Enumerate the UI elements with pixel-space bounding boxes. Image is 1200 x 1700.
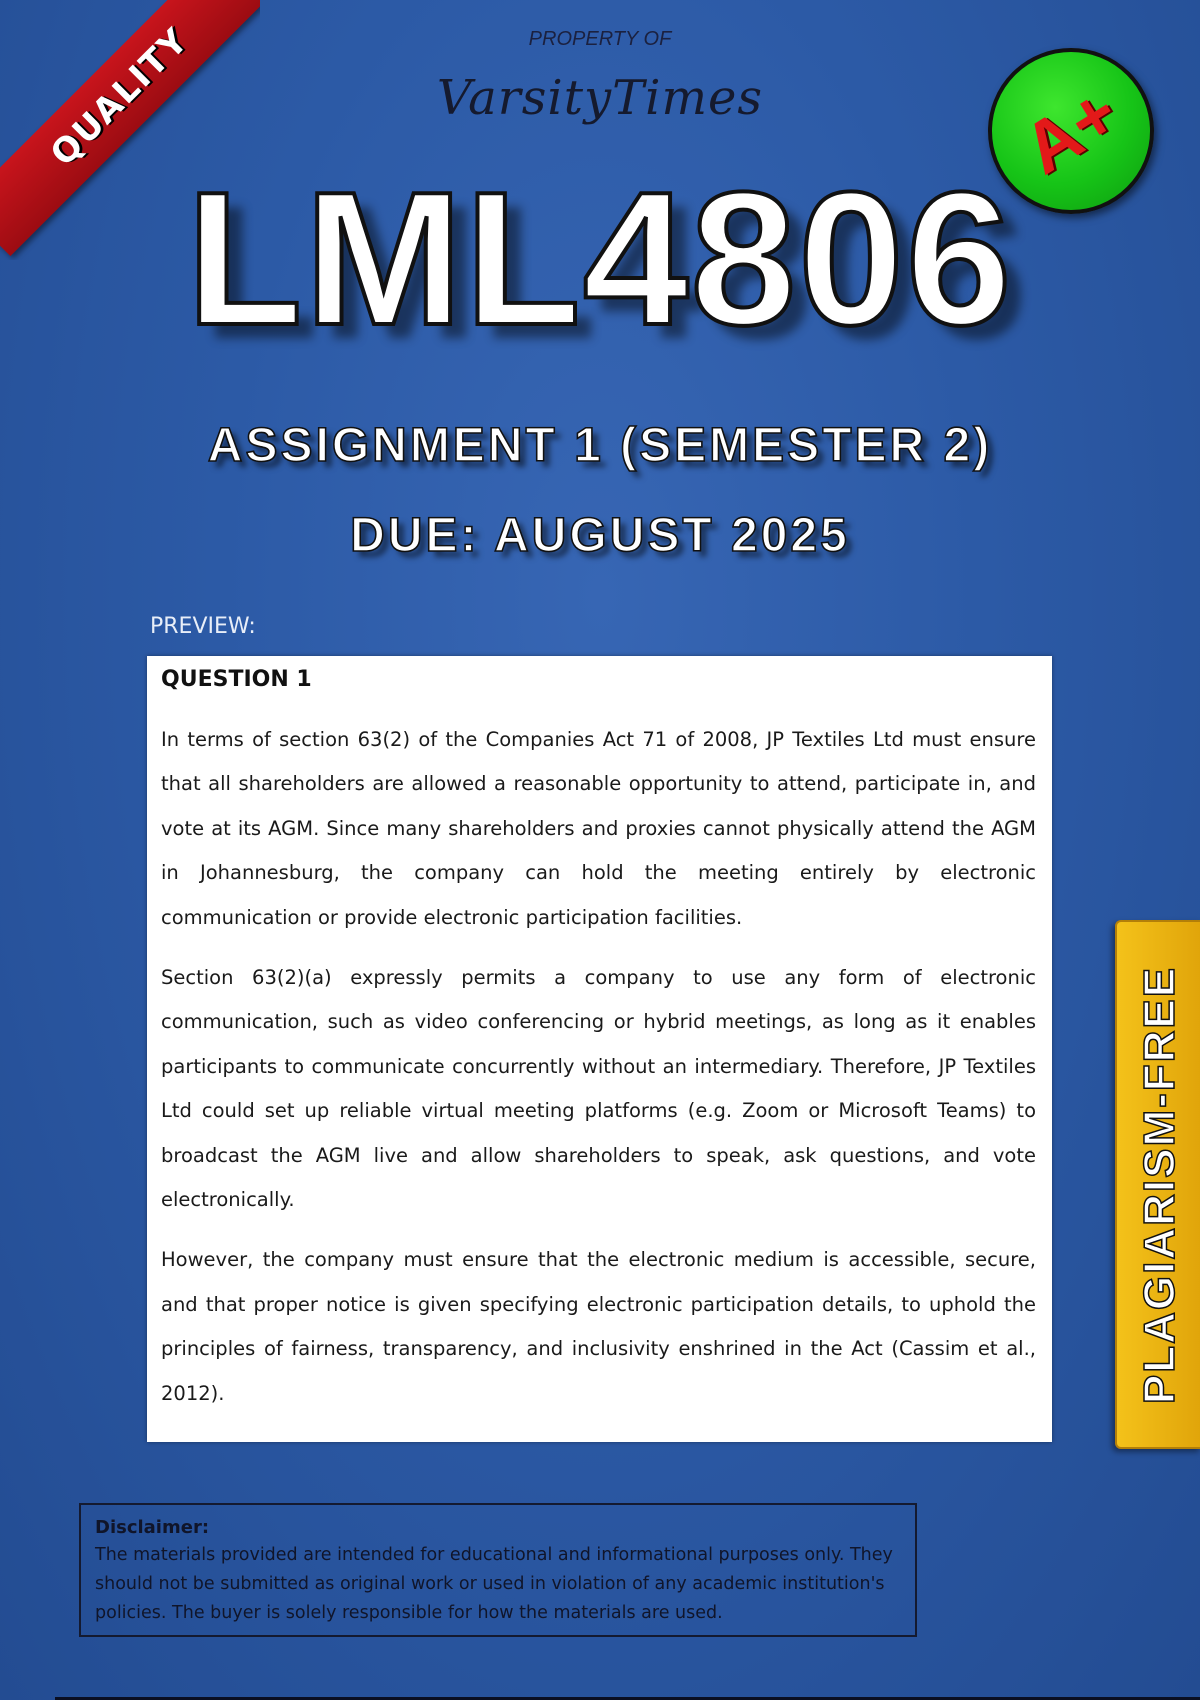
preview-label: PREVIEW:	[150, 614, 256, 639]
grade-badge-label: A+	[1009, 72, 1133, 190]
question-heading: QUESTION 1	[161, 667, 312, 692]
brand-logo: VarsityTimes	[436, 70, 764, 126]
answer-paragraph: Section 63(2)(a) expressly permits a company to use any form of electronic communication, such as video conferencing or hybrid meetings, as long as it enables participants to communicate concurrently without an intermediary. Therefore, JP Textiles Ltd could set up reliable virtual meeting platforms (e.g. Zoom or Microsoft Teams) to broadcast the AGM live and allow shareholders to speak, ask questions, and vote electronically.	[161, 966, 1036, 1212]
property-of-label: PROPERTY OF	[528, 28, 672, 50]
disclaimer-text: The materials provided are intended for educational and informational purposes only. They should not be submitted as original work or used in violation of any academic institution's policies. The buyer is solely responsible for how the materials are used.	[95, 1545, 893, 1623]
due-date: DUE: AUGUST 2025	[350, 509, 850, 562]
answer-paragraph: In terms of section 63(2) of the Companies Act 71 of 2008, JP Textiles Ltd must ensure that all shareholders are allowed a reasonable opportunity to attend, participate in, and vote at its AGM. Since many shareholders and proxies cannot physically attend the AGM in Johannesburg, the company can hold the meeting entirely by electronic communication or provide electronic participation facilities.	[161, 728, 1036, 929]
assignment-title: ASSIGNMENT 1 (SEMESTER 2)	[207, 419, 993, 472]
course-code: LML4806	[186, 153, 1014, 365]
answer-paragraph: However, the company must ensure that the electronic medium is accessible, secure, and that proper notice is given specifying electronic participation details, to uphold the principles of fairness, transparency, and inclusivity enshrined in the Act (Cassim et al., 2012).	[161, 1248, 1036, 1405]
preview-page	[147, 656, 1052, 1442]
plagiarism-free-tab	[1115, 920, 1200, 1449]
disclaimer-title: Disclaimer:	[95, 1517, 210, 1538]
quality-ribbon-label: QUALITY	[0, 0, 260, 256]
disclaimer-box	[79, 1503, 917, 1637]
plagiarism-free-label: PLAGIARISM-FREE	[1134, 965, 1184, 1404]
